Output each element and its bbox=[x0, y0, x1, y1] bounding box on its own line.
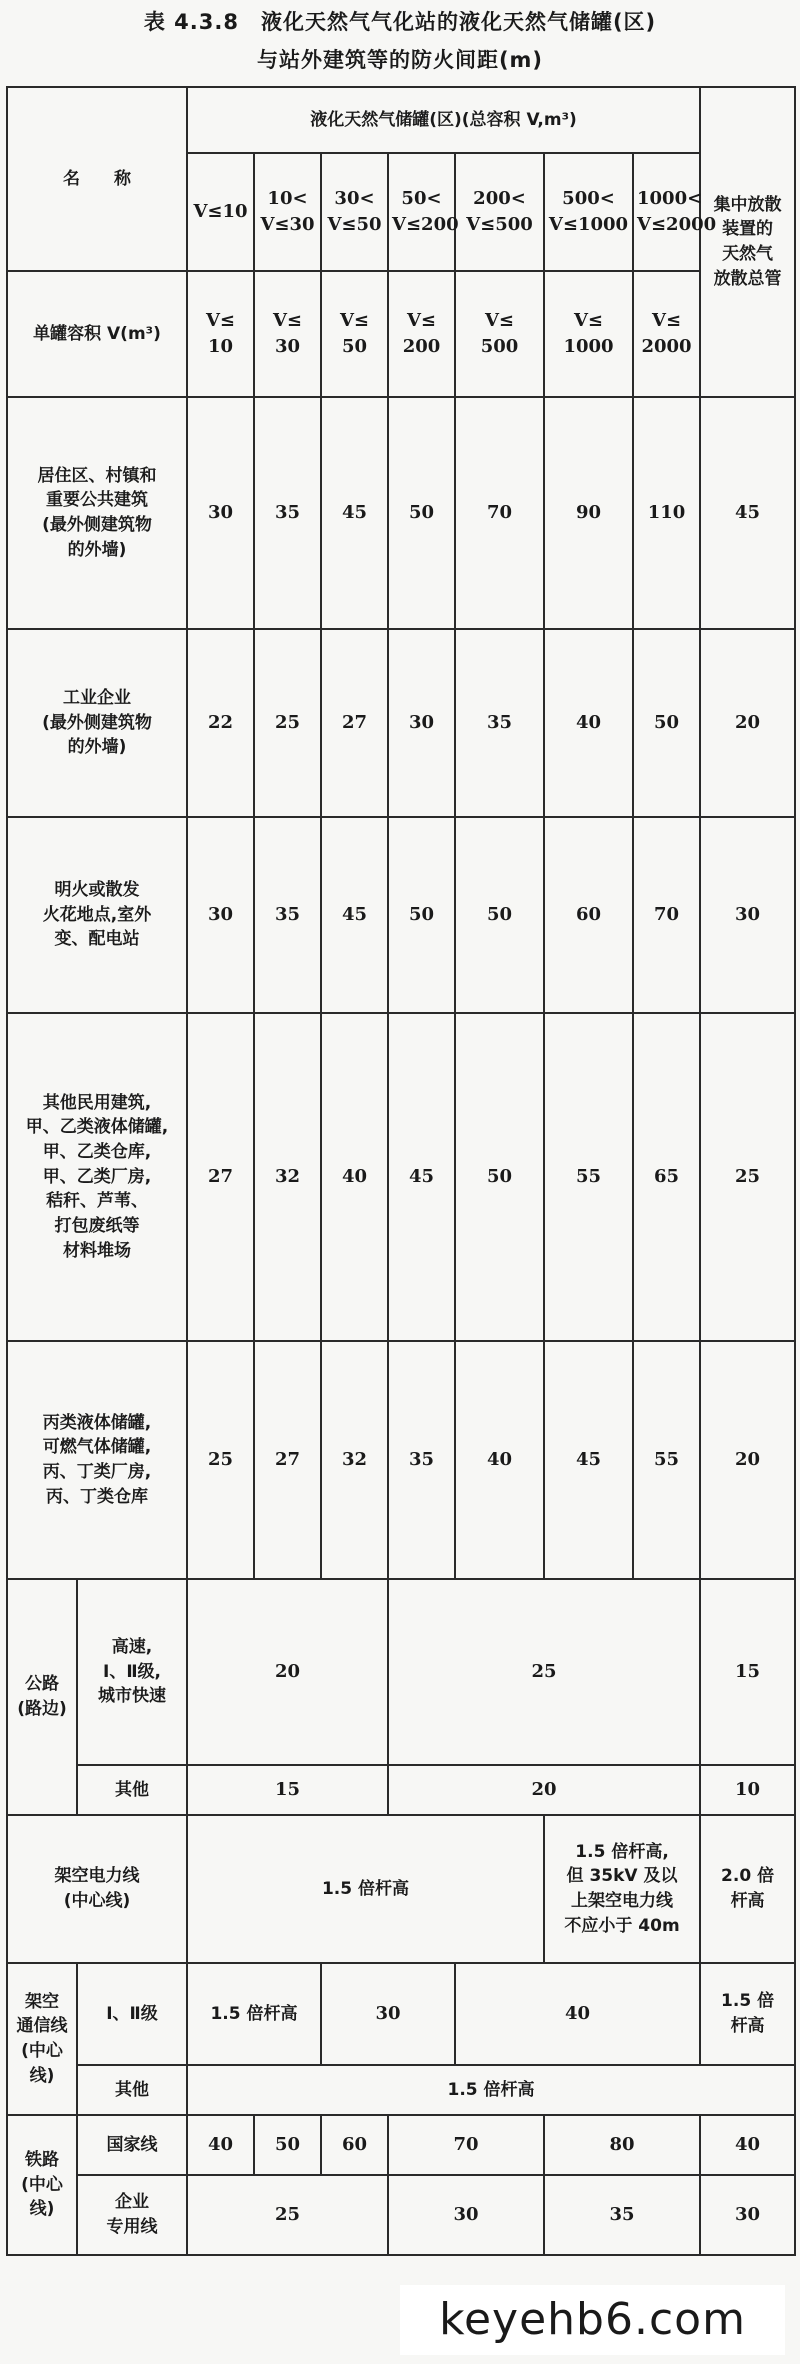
table-row bbox=[7, 1579, 795, 1765]
single-tank-value: V≤ 10 bbox=[187, 271, 254, 397]
cell-value: 15 bbox=[187, 1765, 388, 1815]
rail-enterprise-label: 企业 专用线 bbox=[77, 2175, 187, 2255]
cell-value: 30 bbox=[700, 817, 795, 1013]
table-title: 表 4.3.8 液化天然气气化站的液化天然气储罐(区) bbox=[143, 10, 657, 34]
cell-value: 1.5 倍杆高, 但 35kV 及以 上架空电力线 不应小于 40m bbox=[544, 1815, 700, 1963]
cell-value: 30 bbox=[388, 2175, 544, 2255]
cell-value: 35 bbox=[388, 1341, 455, 1579]
watermark: keyehb6.com bbox=[400, 2285, 785, 2355]
rail-national-label: 国家线 bbox=[77, 2115, 187, 2175]
comm-line-label: 架空 通信线 (中心线) bbox=[7, 1963, 77, 2115]
cell-value: 20 bbox=[700, 629, 795, 817]
cell-value: 20 bbox=[187, 1579, 388, 1765]
row-label: 其他民用建筑, 甲、乙类液体储罐, 甲、乙类仓库, 甲、乙类厂房, 秸秆、芦苇、 打包废纸等 材料堆场 bbox=[7, 1013, 187, 1341]
table-row bbox=[7, 397, 795, 629]
single-tank-value: V≤ 30 bbox=[254, 271, 321, 397]
table-row bbox=[7, 1341, 795, 1579]
header-range: 30< V≤50 bbox=[321, 153, 388, 271]
cell-value: 32 bbox=[321, 1341, 388, 1579]
table-row bbox=[7, 1765, 795, 1815]
cell-value: 1.5 倍杆高 bbox=[187, 2065, 795, 2115]
cell-value: 50 bbox=[455, 1013, 544, 1341]
table-row bbox=[7, 2065, 795, 2115]
cell-value: 32 bbox=[254, 1013, 321, 1341]
cell-value: 45 bbox=[321, 397, 388, 629]
cell-value: 2.0 倍 杆高 bbox=[700, 1815, 795, 1963]
table-row bbox=[7, 1013, 795, 1341]
cell-value: 30 bbox=[321, 1963, 455, 2065]
road-highway-label: 高速, Ⅰ、Ⅱ级, 城市快速 bbox=[77, 1579, 187, 1765]
cell-value: 27 bbox=[254, 1341, 321, 1579]
cell-value: 1.5 倍杆高 bbox=[187, 1815, 544, 1963]
cell-value: 50 bbox=[633, 629, 700, 817]
row-label: 居住区、村镇和 重要公共建筑 (最外侧建筑物 的外墙) bbox=[7, 397, 187, 629]
header-name: 名 称 bbox=[7, 87, 187, 271]
railway-label: 铁路 (中心线) bbox=[7, 2115, 77, 2255]
header-range: 1000< V≤2000 bbox=[633, 153, 700, 271]
single-tank-value: V≤ 50 bbox=[321, 271, 388, 397]
power-line-label: 架空电力线 (中心线) bbox=[7, 1815, 187, 1963]
table-row bbox=[7, 2115, 795, 2175]
cell-value: 30 bbox=[700, 2175, 795, 2255]
single-tank-value: V≤ 500 bbox=[455, 271, 544, 397]
cell-value: 1.5 倍杆高 bbox=[187, 1963, 321, 2065]
cell-value: 40 bbox=[455, 1963, 700, 2065]
cell-value: 55 bbox=[633, 1341, 700, 1579]
cell-value: 30 bbox=[388, 629, 455, 817]
cell-value: 25 bbox=[700, 1013, 795, 1341]
cell-value: 30 bbox=[187, 817, 254, 1013]
single-tank-value: V≤ 200 bbox=[388, 271, 455, 397]
comm-other-label: 其他 bbox=[77, 2065, 187, 2115]
cell-value: 40 bbox=[455, 1341, 544, 1579]
cell-value: 1.5 倍 杆高 bbox=[700, 1963, 795, 2065]
cell-value: 50 bbox=[455, 817, 544, 1013]
cell-value: 55 bbox=[544, 1013, 633, 1341]
cell-value: 35 bbox=[544, 2175, 700, 2255]
cell-value: 45 bbox=[388, 1013, 455, 1341]
cell-value: 45 bbox=[321, 817, 388, 1013]
row-label: 丙类液体储罐, 可燃气体储罐, 丙、丁类厂房, 丙、丁类仓库 bbox=[7, 1341, 187, 1579]
cell-value: 35 bbox=[254, 817, 321, 1013]
row-label: 工业企业 (最外侧建筑物 的外墙) bbox=[7, 629, 187, 817]
cell-value: 25 bbox=[187, 2175, 388, 2255]
header-range: 10< V≤30 bbox=[254, 153, 321, 271]
cell-value: 15 bbox=[700, 1579, 795, 1765]
table-row bbox=[7, 817, 795, 1013]
cell-value: 110 bbox=[633, 397, 700, 629]
cell-value: 20 bbox=[388, 1765, 700, 1815]
cell-value: 35 bbox=[455, 629, 544, 817]
cell-value: 70 bbox=[633, 817, 700, 1013]
single-tank-value: V≤ 2000 bbox=[633, 271, 700, 397]
header-range: 50< V≤200 bbox=[388, 153, 455, 271]
cell-value: 65 bbox=[633, 1013, 700, 1341]
comm-grade-label: Ⅰ、Ⅱ级 bbox=[77, 1963, 187, 2065]
cell-value: 40 bbox=[187, 2115, 254, 2175]
cell-value: 50 bbox=[388, 817, 455, 1013]
cell-value: 20 bbox=[700, 1341, 795, 1579]
cell-value: 45 bbox=[700, 397, 795, 629]
cell-value: 27 bbox=[187, 1013, 254, 1341]
cell-value: 40 bbox=[700, 2115, 795, 2175]
table-row bbox=[7, 1815, 795, 1963]
single-tank-value: V≤ 1000 bbox=[544, 271, 633, 397]
cell-value: 60 bbox=[321, 2115, 388, 2175]
cell-value: 40 bbox=[321, 1013, 388, 1341]
table-row bbox=[7, 1963, 795, 2065]
header-range: V≤10 bbox=[187, 153, 254, 271]
header-range: 200< V≤500 bbox=[455, 153, 544, 271]
cell-value: 30 bbox=[187, 397, 254, 629]
cell-value: 25 bbox=[254, 629, 321, 817]
row-label: 明火或散发 火花地点,室外 变、配电站 bbox=[7, 817, 187, 1013]
header-vent: 集中放散 装置的 天然气 放散总管 bbox=[700, 87, 795, 397]
road-label: 公路 (路边) bbox=[7, 1579, 77, 1815]
table-row bbox=[7, 629, 795, 817]
header-tank-group: 液化天然气储罐(区)(总容积 V,m³) bbox=[187, 87, 700, 153]
cell-value: 45 bbox=[544, 1341, 633, 1579]
cell-value: 60 bbox=[544, 817, 633, 1013]
cell-value: 80 bbox=[544, 2115, 700, 2175]
cell-value: 22 bbox=[187, 629, 254, 817]
cell-value: 50 bbox=[388, 397, 455, 629]
table-subtitle: 与站外建筑等的防火间距(m) bbox=[256, 48, 544, 72]
cell-value: 25 bbox=[187, 1341, 254, 1579]
single-tank-label: 单罐容积 V(m³) bbox=[7, 271, 187, 397]
road-other-label: 其他 bbox=[77, 1765, 187, 1815]
cell-value: 27 bbox=[321, 629, 388, 817]
cell-value: 50 bbox=[254, 2115, 321, 2175]
cell-value: 70 bbox=[455, 397, 544, 629]
cell-value: 35 bbox=[254, 397, 321, 629]
fire-distance-table bbox=[6, 86, 796, 2256]
cell-value: 10 bbox=[700, 1765, 795, 1815]
table-row bbox=[7, 2175, 795, 2255]
header-range: 500< V≤1000 bbox=[544, 153, 633, 271]
cell-value: 90 bbox=[544, 397, 633, 629]
cell-value: 70 bbox=[388, 2115, 544, 2175]
cell-value: 25 bbox=[388, 1579, 700, 1765]
cell-value: 40 bbox=[544, 629, 633, 817]
